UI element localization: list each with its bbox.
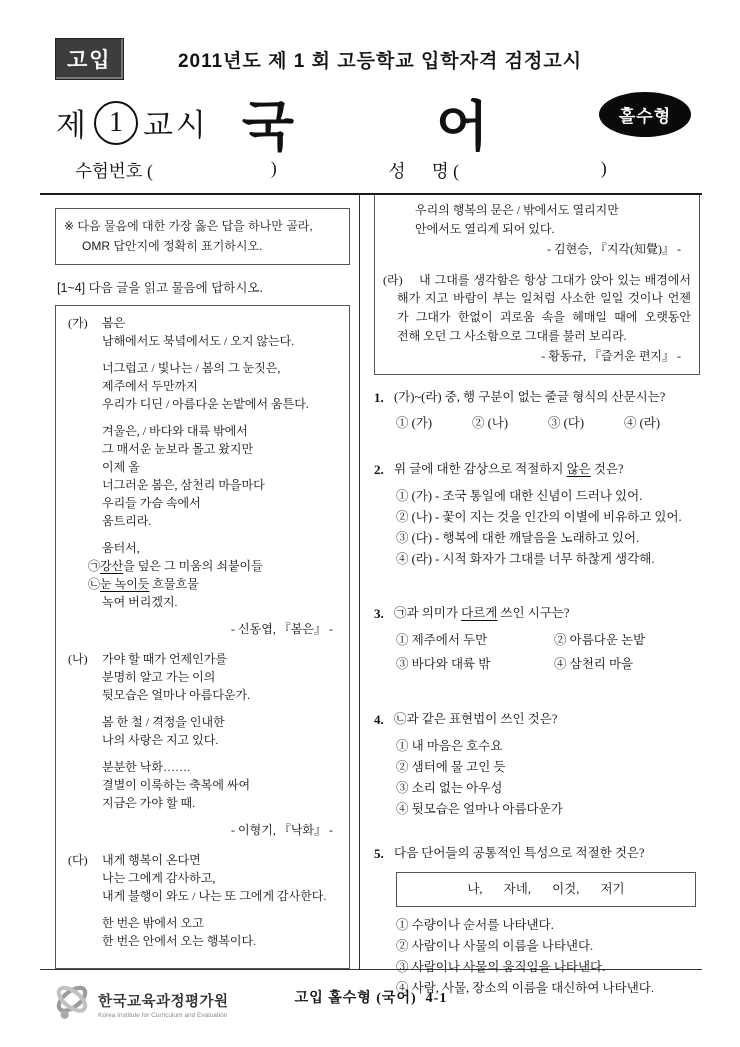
q3-option-4: ④ 삼천리 마을 bbox=[554, 656, 634, 671]
question-5 bbox=[374, 844, 700, 999]
question-5-title bbox=[374, 844, 700, 864]
exam-body bbox=[40, 193, 702, 995]
prose-line: 해가 지고 바람이 부는 일처럼 사소한 일일 것이나 언젠 bbox=[397, 291, 691, 306]
q4-option-2: ② 샘터에 물 고인 듯 bbox=[396, 760, 506, 775]
poem-line: 그 매서운 눈보라 몰고 왔지만 bbox=[102, 441, 254, 456]
poem-line: 너그럽고 / 빛나는 / 봄의 그 눈짓은, bbox=[102, 360, 281, 375]
prose-line: 전해 오던 그 사소함으로 그대를 불러 보리라. bbox=[397, 328, 627, 343]
poem-line: 나는 그에게 감사하고, bbox=[102, 870, 216, 885]
answer-instruction-box bbox=[55, 208, 350, 265]
question-2-title bbox=[374, 460, 700, 480]
question-2-text bbox=[394, 460, 624, 480]
q2-option-1: ① (가) - 조국 통일에 대한 신념이 드러나 있어. bbox=[396, 489, 643, 504]
poem-line: 제주에서 두만까지 bbox=[102, 378, 198, 393]
poem-line: 한 번은 밖에서 오고 bbox=[102, 915, 204, 930]
question-1-options bbox=[396, 414, 700, 433]
poem-line: 너그러운 봄은, 삼천리 마을마다 bbox=[102, 477, 265, 492]
question-set-intro: [1~4] 다음 글을 읽고 물음에 답하시오. bbox=[57, 280, 263, 295]
stanza bbox=[102, 359, 343, 413]
q3-text-post: 쓰인 시구는? bbox=[497, 606, 570, 621]
right-column bbox=[360, 195, 702, 995]
question-2-number: 2. bbox=[374, 462, 384, 478]
question-1-number: 1. bbox=[374, 389, 384, 405]
poem-line: 우리의 행복의 문은 / 밖에서도 열리지만 bbox=[415, 203, 619, 217]
question-4-number: 4. bbox=[374, 712, 384, 728]
subject-char-1: 국 bbox=[241, 97, 295, 157]
passage-box-continued bbox=[374, 195, 700, 375]
q1-option-1: ① (가) bbox=[396, 415, 433, 430]
poem-line: 움트리라. bbox=[102, 513, 152, 528]
poem-line: 뒷모습은 얼마나 아름다운가. bbox=[102, 687, 251, 702]
stanza bbox=[102, 713, 343, 749]
subject-title bbox=[242, 84, 488, 161]
passage-da-attribution: - 김현승, 『지각(知覺)』 - bbox=[547, 242, 681, 257]
annotation-marker-giyeok: ㉠ bbox=[88, 558, 101, 573]
stanza bbox=[88, 539, 343, 611]
q2-option-3: ③ (다) - 행복에 대한 깨달음을 노래하고 있어. bbox=[396, 531, 640, 546]
question-2-options bbox=[396, 486, 700, 570]
poem-line: 우리가 디딘 / 아름다운 논밭에서 움튼다. bbox=[102, 396, 309, 411]
q4-option-3: ③ 소리 없는 아우성 bbox=[396, 781, 503, 796]
question-2 bbox=[374, 460, 700, 570]
q3-text-underlined: 다르게 bbox=[461, 606, 498, 621]
q5-option-1: ① 수량이나 순서를 나타낸다. bbox=[396, 917, 554, 932]
q5-word-box: 나, 자네, 이것, 저기 bbox=[396, 872, 696, 907]
passage-ra bbox=[383, 271, 691, 345]
poem-line: 겨울은, / 바다와 대륙 밖에서 bbox=[102, 423, 248, 438]
exam-number-label: 수험번호 ( bbox=[75, 161, 153, 181]
kice-logo-icon bbox=[50, 980, 94, 1029]
exam-title: 2011년도 제 1 회 고등학교 입학자격 검정고시 bbox=[177, 51, 583, 72]
passage-da-continuation bbox=[383, 201, 691, 238]
poem-line: 내게 행복이 온다면 bbox=[102, 852, 201, 867]
passage-ga-attribution: - 신동엽, 『봄은』 - bbox=[231, 621, 333, 636]
q4-option-1: ① 내 마음은 호수요 bbox=[396, 739, 503, 754]
q3-option-2: ② 아름다운 논밭 bbox=[554, 632, 646, 647]
passage-ga bbox=[62, 314, 343, 638]
passage-na-attribution: - 이형기, 『낙화』 - bbox=[231, 822, 333, 837]
poem-line: 움터서, bbox=[102, 540, 140, 555]
stanza bbox=[102, 314, 343, 350]
q1-option-2: ② (나) bbox=[472, 415, 509, 430]
poem-line: 남해에서도 북녘에서도 / 오지 않는다. bbox=[102, 333, 295, 348]
poem-line-annotated bbox=[88, 575, 343, 593]
underlined-phrase: 강산 bbox=[100, 558, 124, 573]
exam-number-blank bbox=[153, 158, 271, 183]
poem-line: 지금은 가야 할 때. bbox=[102, 795, 196, 810]
session-label bbox=[56, 100, 209, 145]
poem-line: 나의 사랑은 지고 있다. bbox=[102, 732, 219, 747]
passage-ga-label: (가) bbox=[68, 315, 88, 330]
question-4 bbox=[374, 710, 700, 820]
prose-line: 내 그대를 생각함은 항상 그대가 앉아 있는 배경에서 bbox=[419, 272, 691, 287]
poem-line: 이제 올 bbox=[102, 459, 140, 474]
poem-line: 가야 할 때가 언제인가를 bbox=[102, 651, 227, 666]
kice-logo-english-name: Korea Institute for Curriculum and Evaluation bbox=[98, 1012, 228, 1019]
left-column bbox=[40, 195, 360, 969]
question-5-text: 다음 단어들의 공통적인 특성으로 적절한 것은? bbox=[394, 846, 645, 861]
question-1-title bbox=[374, 388, 700, 408]
kice-logo bbox=[50, 980, 229, 1029]
passage-na bbox=[62, 650, 343, 839]
stanza bbox=[102, 914, 343, 950]
question-4-options bbox=[396, 736, 700, 820]
annotation-marker-nieun: ㉡ bbox=[88, 576, 101, 591]
q3-option-1: ① 제주에서 두만 bbox=[396, 632, 488, 647]
question-5-number: 5. bbox=[374, 846, 384, 862]
question-1 bbox=[374, 388, 700, 434]
q1-option-3: ③ (다) bbox=[548, 415, 585, 430]
passage-na-label: (나) bbox=[68, 651, 88, 666]
poem-line-annotated bbox=[88, 557, 343, 575]
poem-line: 안에서도 열리게 되어 있다. bbox=[415, 221, 555, 236]
stanza bbox=[102, 422, 343, 530]
page-number-label: 고입 홀수형 (국어) 4-1 bbox=[294, 991, 448, 1006]
q5-option-2: ② 사람이나 사물의 이름을 나타낸다. bbox=[396, 938, 594, 953]
kice-logo-korean-name: 한국교육과정평가원 bbox=[98, 994, 229, 1010]
session-prefix: 제 bbox=[56, 108, 89, 143]
poem-line: 봄은 bbox=[102, 315, 126, 330]
passage-ra-attribution: - 황동규, 『즐거운 편지』 - bbox=[541, 349, 681, 364]
prose-line: 가 그대가 한없이 괴로움 속을 헤매일 때에 오랫동안 bbox=[397, 309, 691, 324]
poem-line: 분분한 낙화……. bbox=[102, 759, 190, 774]
underlined-phrase: 눈 녹이듯 bbox=[100, 576, 150, 591]
question-3-options bbox=[396, 631, 700, 675]
exam-level-badge: 고입 bbox=[55, 38, 124, 80]
q3-text-pre: ㉠과 의미가 bbox=[394, 606, 462, 621]
poem-line: 우리들 가슴 속에서 bbox=[102, 495, 201, 510]
session-suffix: 교시 bbox=[142, 108, 209, 143]
question-4-title bbox=[374, 710, 700, 730]
session-number-circle: 1 bbox=[94, 101, 138, 145]
passage-da bbox=[62, 851, 343, 950]
question-3-number: 3. bbox=[374, 606, 384, 622]
poem-line: 봄 한 철 / 격정을 인내한 bbox=[102, 714, 225, 729]
exam-number-paren-close: ) bbox=[270, 158, 277, 178]
stanza bbox=[102, 758, 343, 812]
question-3 bbox=[374, 604, 700, 674]
poem-line-rest: 을 덮은 그 미움의 쇠붙이들 bbox=[123, 558, 263, 573]
exam-type-badge: 홀수형 bbox=[599, 92, 691, 137]
poem-line: 분명히 알고 가는 이의 bbox=[102, 669, 216, 684]
q2-text-underlined: 않은 bbox=[566, 462, 591, 477]
stanza bbox=[102, 650, 343, 704]
q2-text-pre: 위 글에 대한 감상으로 적절하지 bbox=[394, 462, 567, 477]
name-blank bbox=[459, 158, 601, 183]
poem-line: 내게 불행이 와도 / 나는 또 그에게 감사한다. bbox=[102, 888, 327, 903]
q4-option-4: ④ 뒷모습은 얼마나 아름다운가 bbox=[396, 802, 563, 817]
q2-option-4: ④ (라) - 시적 화자가 그대를 너무 하찮게 생각해. bbox=[396, 552, 655, 567]
q5-option-3: ③ 사람이나 사물의 움직임을 나타낸다. bbox=[396, 959, 606, 974]
passage-ra-label: (라) bbox=[383, 272, 403, 287]
question-3-text bbox=[394, 604, 569, 624]
q5-option-4: ④ 사람, 사물, 장소의 이름을 대신하여 나타낸다. bbox=[396, 980, 654, 995]
question-4-text: ㉡과 같은 표현법이 쓰인 것은? bbox=[394, 712, 558, 727]
page-footer bbox=[40, 977, 702, 1037]
poem-line-rest: 흐물흐물 bbox=[149, 576, 199, 591]
answer-instruction-text: ※ 다음 물음에 대한 가장 옳은 답을 하나만 골라, OMR 답안지에 정확히 표기하시오. bbox=[64, 219, 313, 254]
q2-option-2: ② (나) - 꽃이 지는 것을 인간의 이별에 비유하고 있어. bbox=[396, 510, 682, 525]
exam-header bbox=[0, 0, 740, 193]
stanza bbox=[102, 851, 343, 905]
q1-option-4: ④ (라) bbox=[624, 415, 661, 430]
candidate-info-row bbox=[75, 158, 607, 183]
passage-da-label: (다) bbox=[68, 852, 88, 867]
poem-line: 결별이 이룩하는 축복에 싸여 bbox=[102, 777, 251, 792]
passage-box bbox=[55, 305, 350, 969]
question-3-title bbox=[374, 604, 700, 624]
info-gap bbox=[277, 158, 389, 183]
q3-option-3: ③ 바다와 대륙 밖 bbox=[396, 656, 491, 671]
name-label: 성 명 ( bbox=[388, 161, 459, 181]
poem-line: 한 번은 안에서 오는 행복이다. bbox=[102, 933, 257, 948]
question-1-text: (가)~(라) 중, 행 구분이 없는 줄글 형식의 산문시는? bbox=[394, 389, 666, 404]
poem-line: 녹여 버리겠지. bbox=[102, 594, 178, 609]
subject-char-2: 어 bbox=[436, 97, 489, 157]
q2-text-post: 것은? bbox=[590, 462, 624, 477]
name-paren-close: ) bbox=[600, 158, 607, 178]
kice-logo-texts bbox=[98, 990, 229, 1019]
